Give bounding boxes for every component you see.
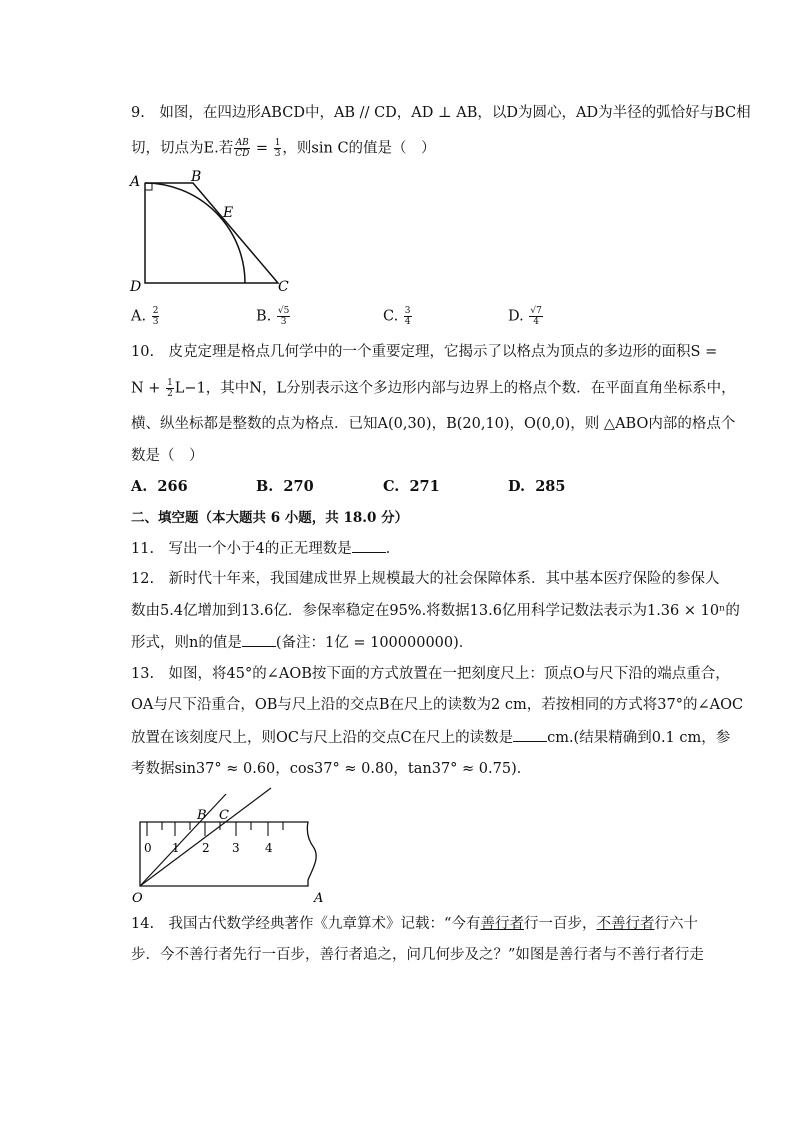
q13-label-O: O xyxy=(132,891,143,904)
q12-answer-blank[interactable] xyxy=(242,632,276,647)
q9-option-c: C. $\frac{3}{4}$ xyxy=(383,306,411,327)
q13-ruler-ticks xyxy=(147,822,283,836)
q10-line1: 10. 皮克定理是格点几何学中的一个重要定理，它揭示了以格点为顶点的多边形的面积S = xyxy=(131,344,718,360)
q9-label-B: B xyxy=(191,169,202,185)
q13-ray-OC xyxy=(140,788,271,886)
q9-label-E: E xyxy=(223,205,234,221)
q13-ray-OB xyxy=(140,794,226,886)
q13-line1: 13. 如图，将45°的∠AOB按下面的方式放置在一把刻度尺上：顶点O与尺下沿的端点重合， xyxy=(131,666,730,682)
q10-half-fraction: $\frac{1}{2}$ xyxy=(167,378,173,399)
q10-line4: 数是（ ） xyxy=(131,448,204,464)
q9-option-b: B. $\frac{√5}{3}$ xyxy=(256,306,290,327)
q9-label-C: C xyxy=(278,279,289,295)
q9-figure xyxy=(128,168,298,298)
q13-line3: 放置在该刻度尺上，则OC与尺上沿的交点C在尺上的读数是 cm.(结果精确到0.1 cm，参 xyxy=(131,727,730,748)
q10-line2: N + $\frac{1}{2}$ L−1，其中N，L分别表示这个多边形内部与边界上的格点个数．在平面直角坐标系中， xyxy=(131,378,736,399)
q9-line1: 9. 如图，在四边形ABCD中，AB // CD，AD ⊥ AB，以D为圆心，AD为半径的弧恰好与BC相 xyxy=(131,105,751,121)
q13-tick-4: 4 xyxy=(265,841,273,855)
q13-tick-2: 2 xyxy=(202,841,210,855)
q9-line2-b: ，则sin C的值是（ ） xyxy=(282,140,436,157)
q13-line2: OA与尺下沿重合，OB与尺上沿的交点B在尺上的读数为2 cm，若按相同的方式将37°的∠AOC xyxy=(131,697,744,713)
q13-tick-0: 0 xyxy=(144,841,152,855)
q12-line2: 数由5.4亿增加到13.6亿．参保率稳定在95%.将数据13.6亿用科学记数法表示为1.36 × 10ⁿ的 xyxy=(131,603,740,619)
q14-underline-shanxingzhe: 善行者 xyxy=(480,916,524,932)
q10-option-a: A. 266 xyxy=(131,478,188,495)
q9-line2-a: 切，切点为E.若 xyxy=(131,140,234,157)
q10-option-c: C. 271 xyxy=(383,478,440,495)
q9-arc xyxy=(145,183,245,283)
q13-ruler-figure xyxy=(128,782,338,904)
q12-line1: 12. 新时代十年来，我国建成世界上规模最大的社会保障体系．其中基本医疗保险的参保人 xyxy=(131,571,720,587)
q14-line2: 步．今不善行者先行一百步，善行者追之，问几何步及之？”如图是善行者与不善行者行走 xyxy=(131,947,704,963)
q13-label-C: C xyxy=(219,808,229,823)
q9-label-A: A xyxy=(130,174,141,190)
q9-label-D: D xyxy=(130,279,142,295)
q9-value-fraction: $\frac{1}{3}$ xyxy=(274,138,281,159)
q10-option-d: D. 285 xyxy=(508,478,566,495)
q13-label-B: B xyxy=(197,808,207,823)
section-heading: 二、填空题（本大题共 6 小题，共 18.0 分） xyxy=(131,510,409,526)
q14-line1: 14. 我国古代数学经典著作《九章算术》记载：“今有善行者行一百步，不善行者行六十 xyxy=(131,916,698,932)
q9-quadrilateral xyxy=(145,183,278,283)
q9-ratio-fraction: $\frac{AB}{CD}$ xyxy=(235,138,250,159)
q9-right-angle-mark xyxy=(145,183,152,190)
q11-answer-blank[interactable] xyxy=(352,538,386,553)
q9-line2: 切，切点为E.若 $\frac{AB}{CD}$ = $\frac{1}{3}$ ，则sin C的值是（ ） xyxy=(131,138,436,159)
q14-underline-bushanxingzhe: 不善行者 xyxy=(596,916,655,932)
q12-line3: 形式，则n的值是 (备注：1亿 = 100000000)． xyxy=(131,632,473,653)
q13-tick-3: 3 xyxy=(232,841,240,855)
q11-line: 11. 写出一个小于4的正无理数是 ． xyxy=(131,538,400,559)
q13-ruler-body xyxy=(140,822,316,886)
q10-option-b: B. 270 xyxy=(256,478,314,495)
q9-option-a: A. $\frac{2}{3}$ xyxy=(131,306,159,327)
q13-line4: 考数据sin37° ≈ 0.60，cos37° ≈ 0.80，tan37° ≈ 0.75)． xyxy=(131,761,532,777)
q9-option-d: D. $\frac{√7}{4}$ xyxy=(508,306,542,327)
q13-tick-1: 1 xyxy=(172,841,180,855)
q13-answer-blank[interactable] xyxy=(513,727,547,742)
q13-label-A: A xyxy=(314,891,324,904)
q10-line3: 横、纵坐标都是整数的点为格点．已知A(0,30)，B(20,10)，O(0,0)，则 △ABO内部的格点个 xyxy=(131,416,736,432)
